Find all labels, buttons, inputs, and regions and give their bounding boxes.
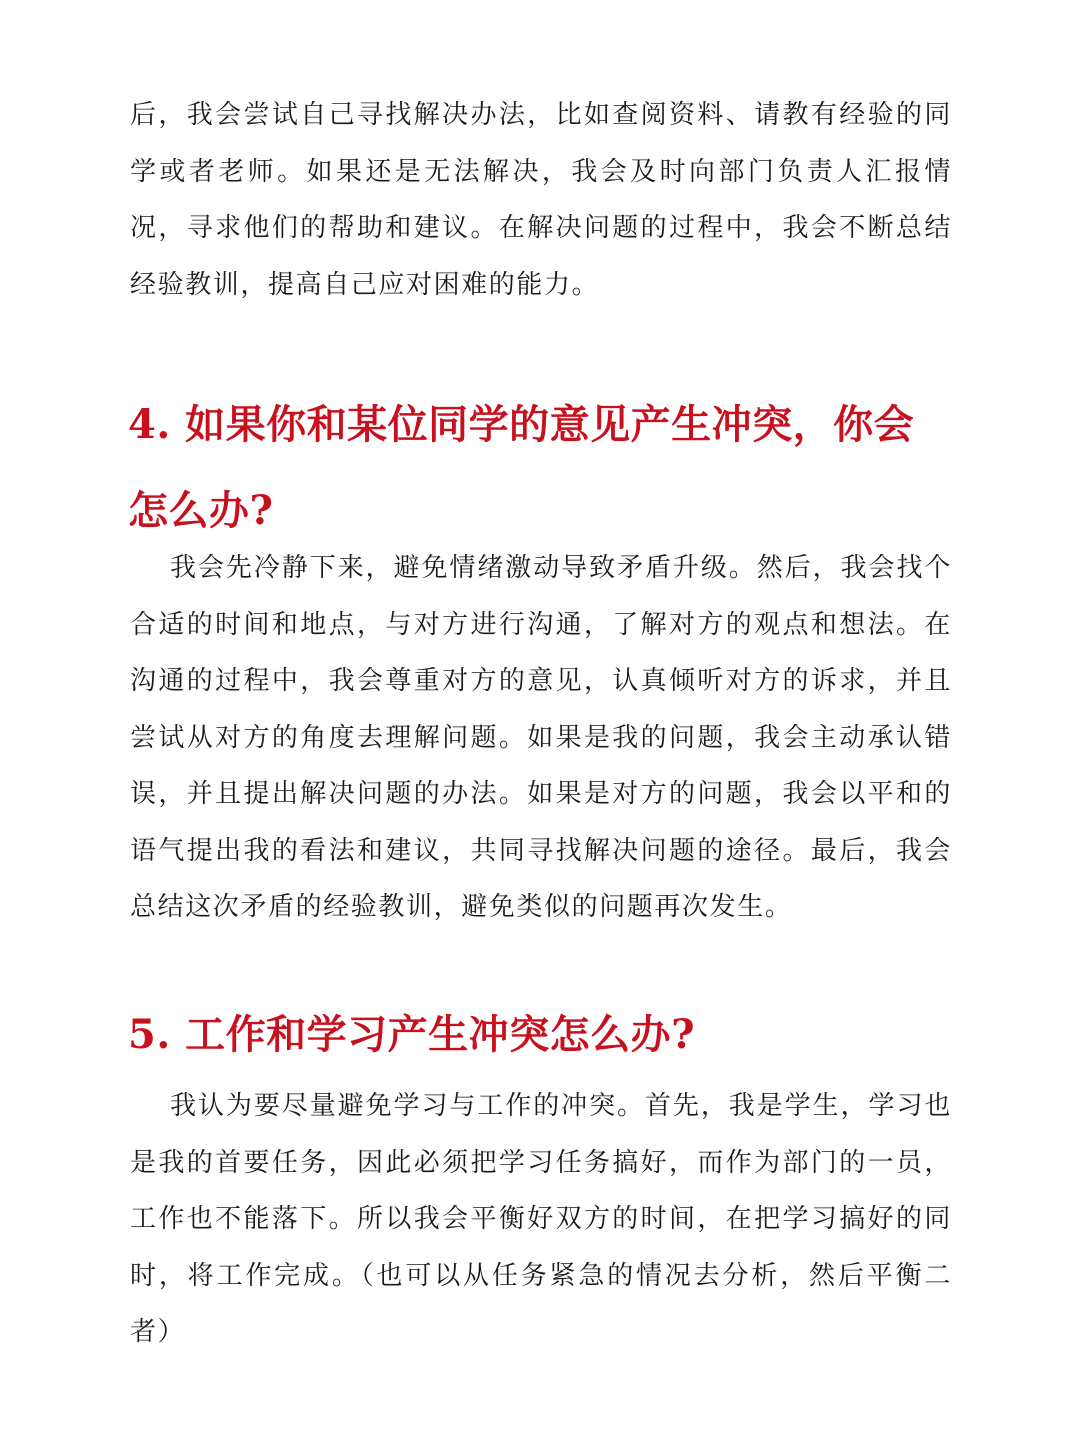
- intro-paragraph: 后，我会尝试自己寻找解决办法，比如查阅资料、请教有经验的同学或者老师。如果还是无法解决，我会及时向部门负责人汇报情况，寻求他们的帮助和建议。在解决问题的过程中，我会不断总结经验教训，提高自己应对困难的能力。: [130, 100, 952, 300]
- section-5-heading: 5. 工作和学习产生冲突怎么办?: [128, 1011, 696, 1058]
- section-4-body: 我会先冷静下来，避免情绪激动导致矛盾升级。然后，我会找个合适的时间和地点，与对方进行沟通，了解对方的观点和想法。在沟通的过程中，我会尊重对方的意见，认真倾听对方的诉求，并且尝试从对方的角度去理解问题。如果是我的问题，我会主动承认错误，并且提出解决问题的办法。如果是对方的问题，我会以平和的语气提出我的看法和建议，共同寻找解决问题的途径。最后，我会总结这次矛盾的经验教训，避免类似的问题再次发生。: [130, 553, 952, 922]
- section-4-heading: 4. 如果你和某位同学的意见产生冲突，你会怎么办?: [128, 401, 915, 534]
- section-5-body: 我认为要尽量避免学习与工作的冲突。首先，我是学生，学习也是我的首要任务，因此必须把学习任务搞好，而作为部门的一员，工作也不能落下。所以我会平衡好双方的时间，在把学习搞好的同时，将工作完成。（也可以从任务紧急的情况去分析，然后平衡二者）: [130, 1091, 952, 1347]
